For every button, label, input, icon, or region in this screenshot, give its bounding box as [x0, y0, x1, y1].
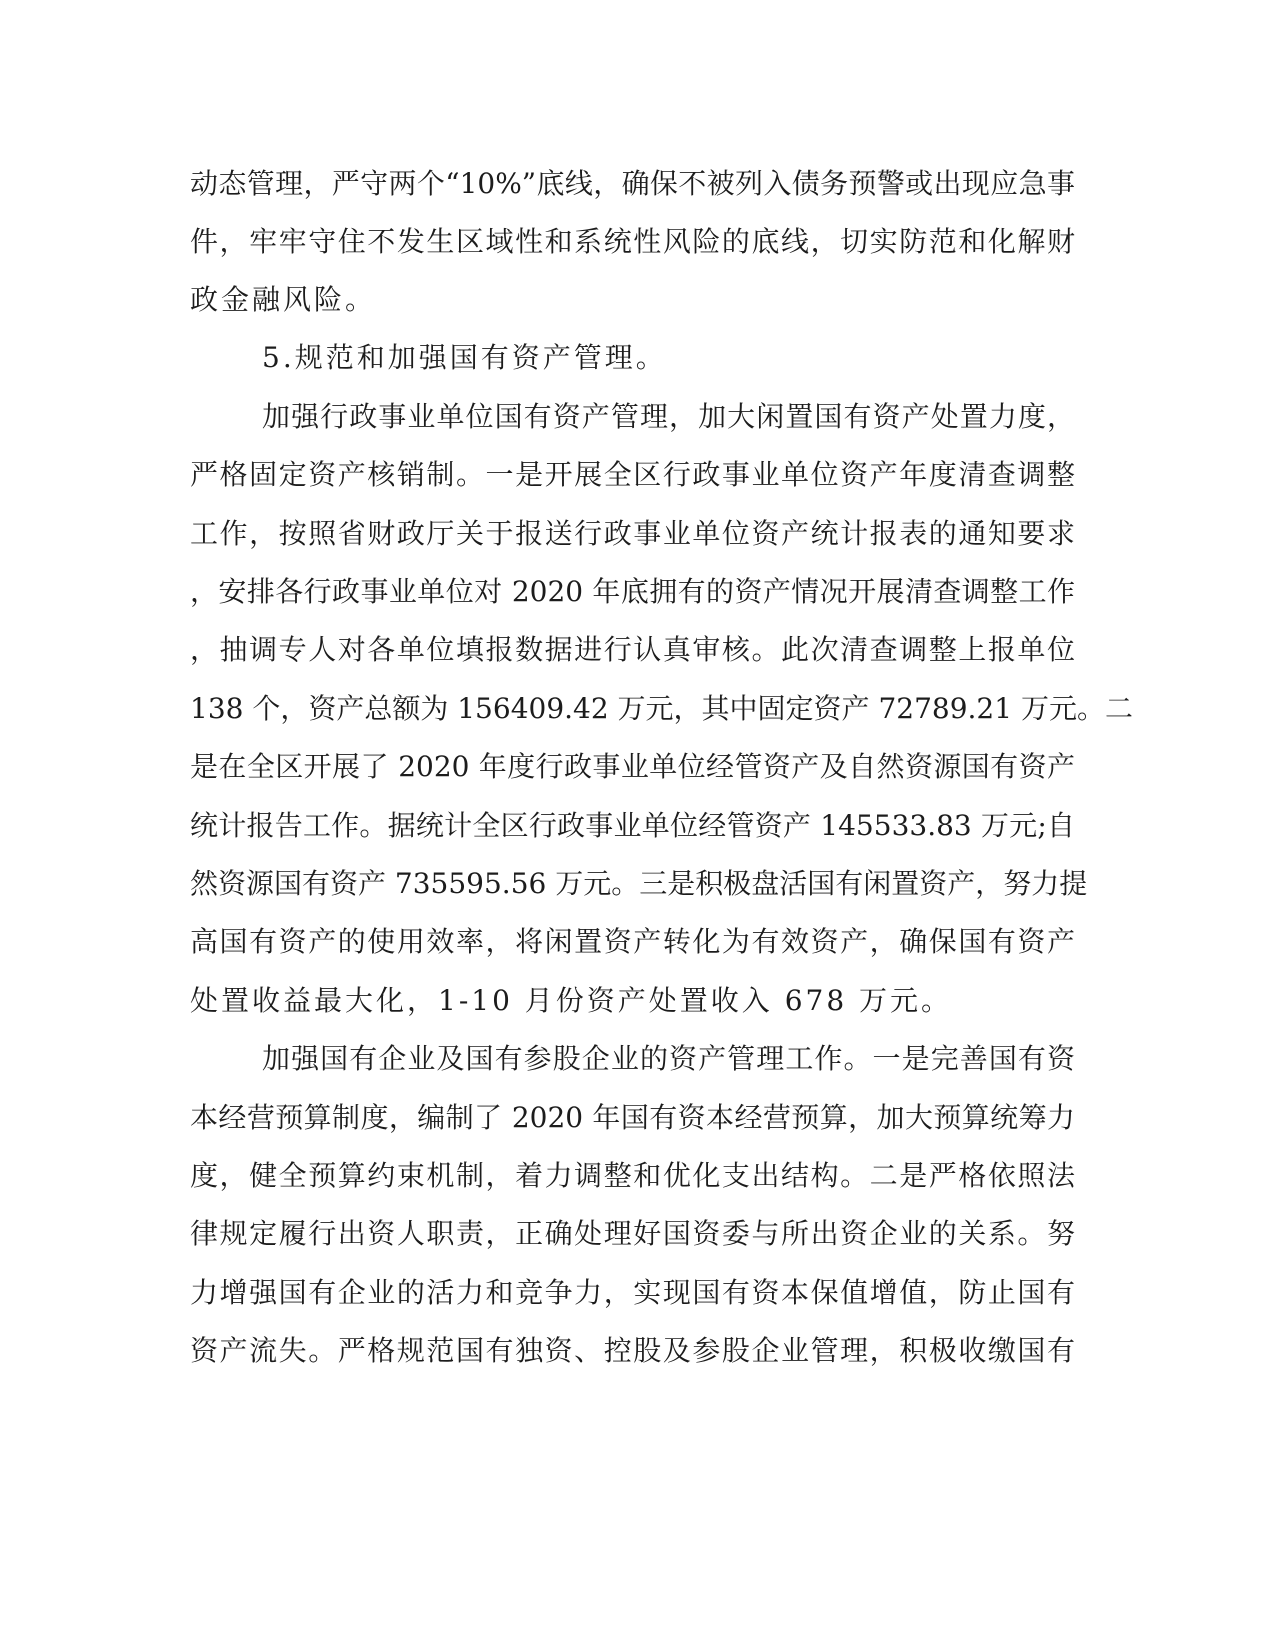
text-line: 138 个，资产总额为 156409.42 万元，其中固定资产 72789.21 万元。二 — [190, 692, 1133, 725]
text-line: 然资源国有资产 735595.56 万元。三是积极盘活国有闲置资产，努力提 — [190, 867, 1088, 900]
text-line: ，安排各行政事业单位对 2020 年底拥有的资产情况开展清查调整工作 — [190, 575, 1075, 608]
text-line: 政金融风险。 — [190, 283, 377, 316]
section-heading: 5.规范和加强国有资产管理。 — [262, 341, 667, 374]
text-line: 是在全区开展了 2020 年度行政事业单位经管资产及自然资源国有资产 — [190, 750, 1075, 783]
text-line: 度，健全预算约束机制，着力调整和优化支出结构。二是严格依照法 — [190, 1159, 1075, 1192]
text-line: 动态管理，严守两个“10%”底线，确保不被列入债务预警或出现应急事 — [190, 167, 1075, 200]
text-line: 件，牢牢守住不发生区域性和系统性风险的底线，切实防范和化解财 — [190, 225, 1075, 258]
text-line: 律规定履行出资人职责，正确处理好国资委与所出资企业的关系。努 — [190, 1217, 1075, 1250]
text-line: 力增强国有企业的活力和竞争力，实现国有资本保值增值，防止国有 — [190, 1276, 1075, 1309]
text-line: 统计报告工作。据统计全区行政事业单位经管资产 145533.83 万元;自 — [190, 809, 1075, 842]
text-line: 严格固定资产核销制。一是开展全区行政事业单位资产年度清查调整 — [190, 458, 1075, 491]
text-line: 加强行政事业单位国有资产管理，加大闲置国有资产处置力度， — [262, 400, 1075, 433]
text-line: 本经营预算制度，编制了 2020 年国有资本经营预算，加大预算统筹力 — [190, 1101, 1075, 1134]
text-line: 处置收益最大化，1-10 月份资产处置收入 678 万元。 — [190, 984, 953, 1017]
text-line: 资产流失。严格规范国有独资、控股及参股企业管理，积极收缴国有 — [190, 1334, 1075, 1367]
text-line: ，抽调专人对各单位填报数据进行认真审核。此次清查调整上报单位 — [190, 633, 1075, 666]
text-line: 加强国有企业及国有参股企业的资产管理工作。一是完善国有资 — [262, 1042, 1075, 1075]
text-line: 高国有资产的使用效率，将闲置资产转化为有效资产，确保国有资产 — [190, 925, 1075, 958]
text-line: 工作，按照省财政厅关于报送行政事业单位资产统计报表的通知要求 — [190, 517, 1075, 550]
